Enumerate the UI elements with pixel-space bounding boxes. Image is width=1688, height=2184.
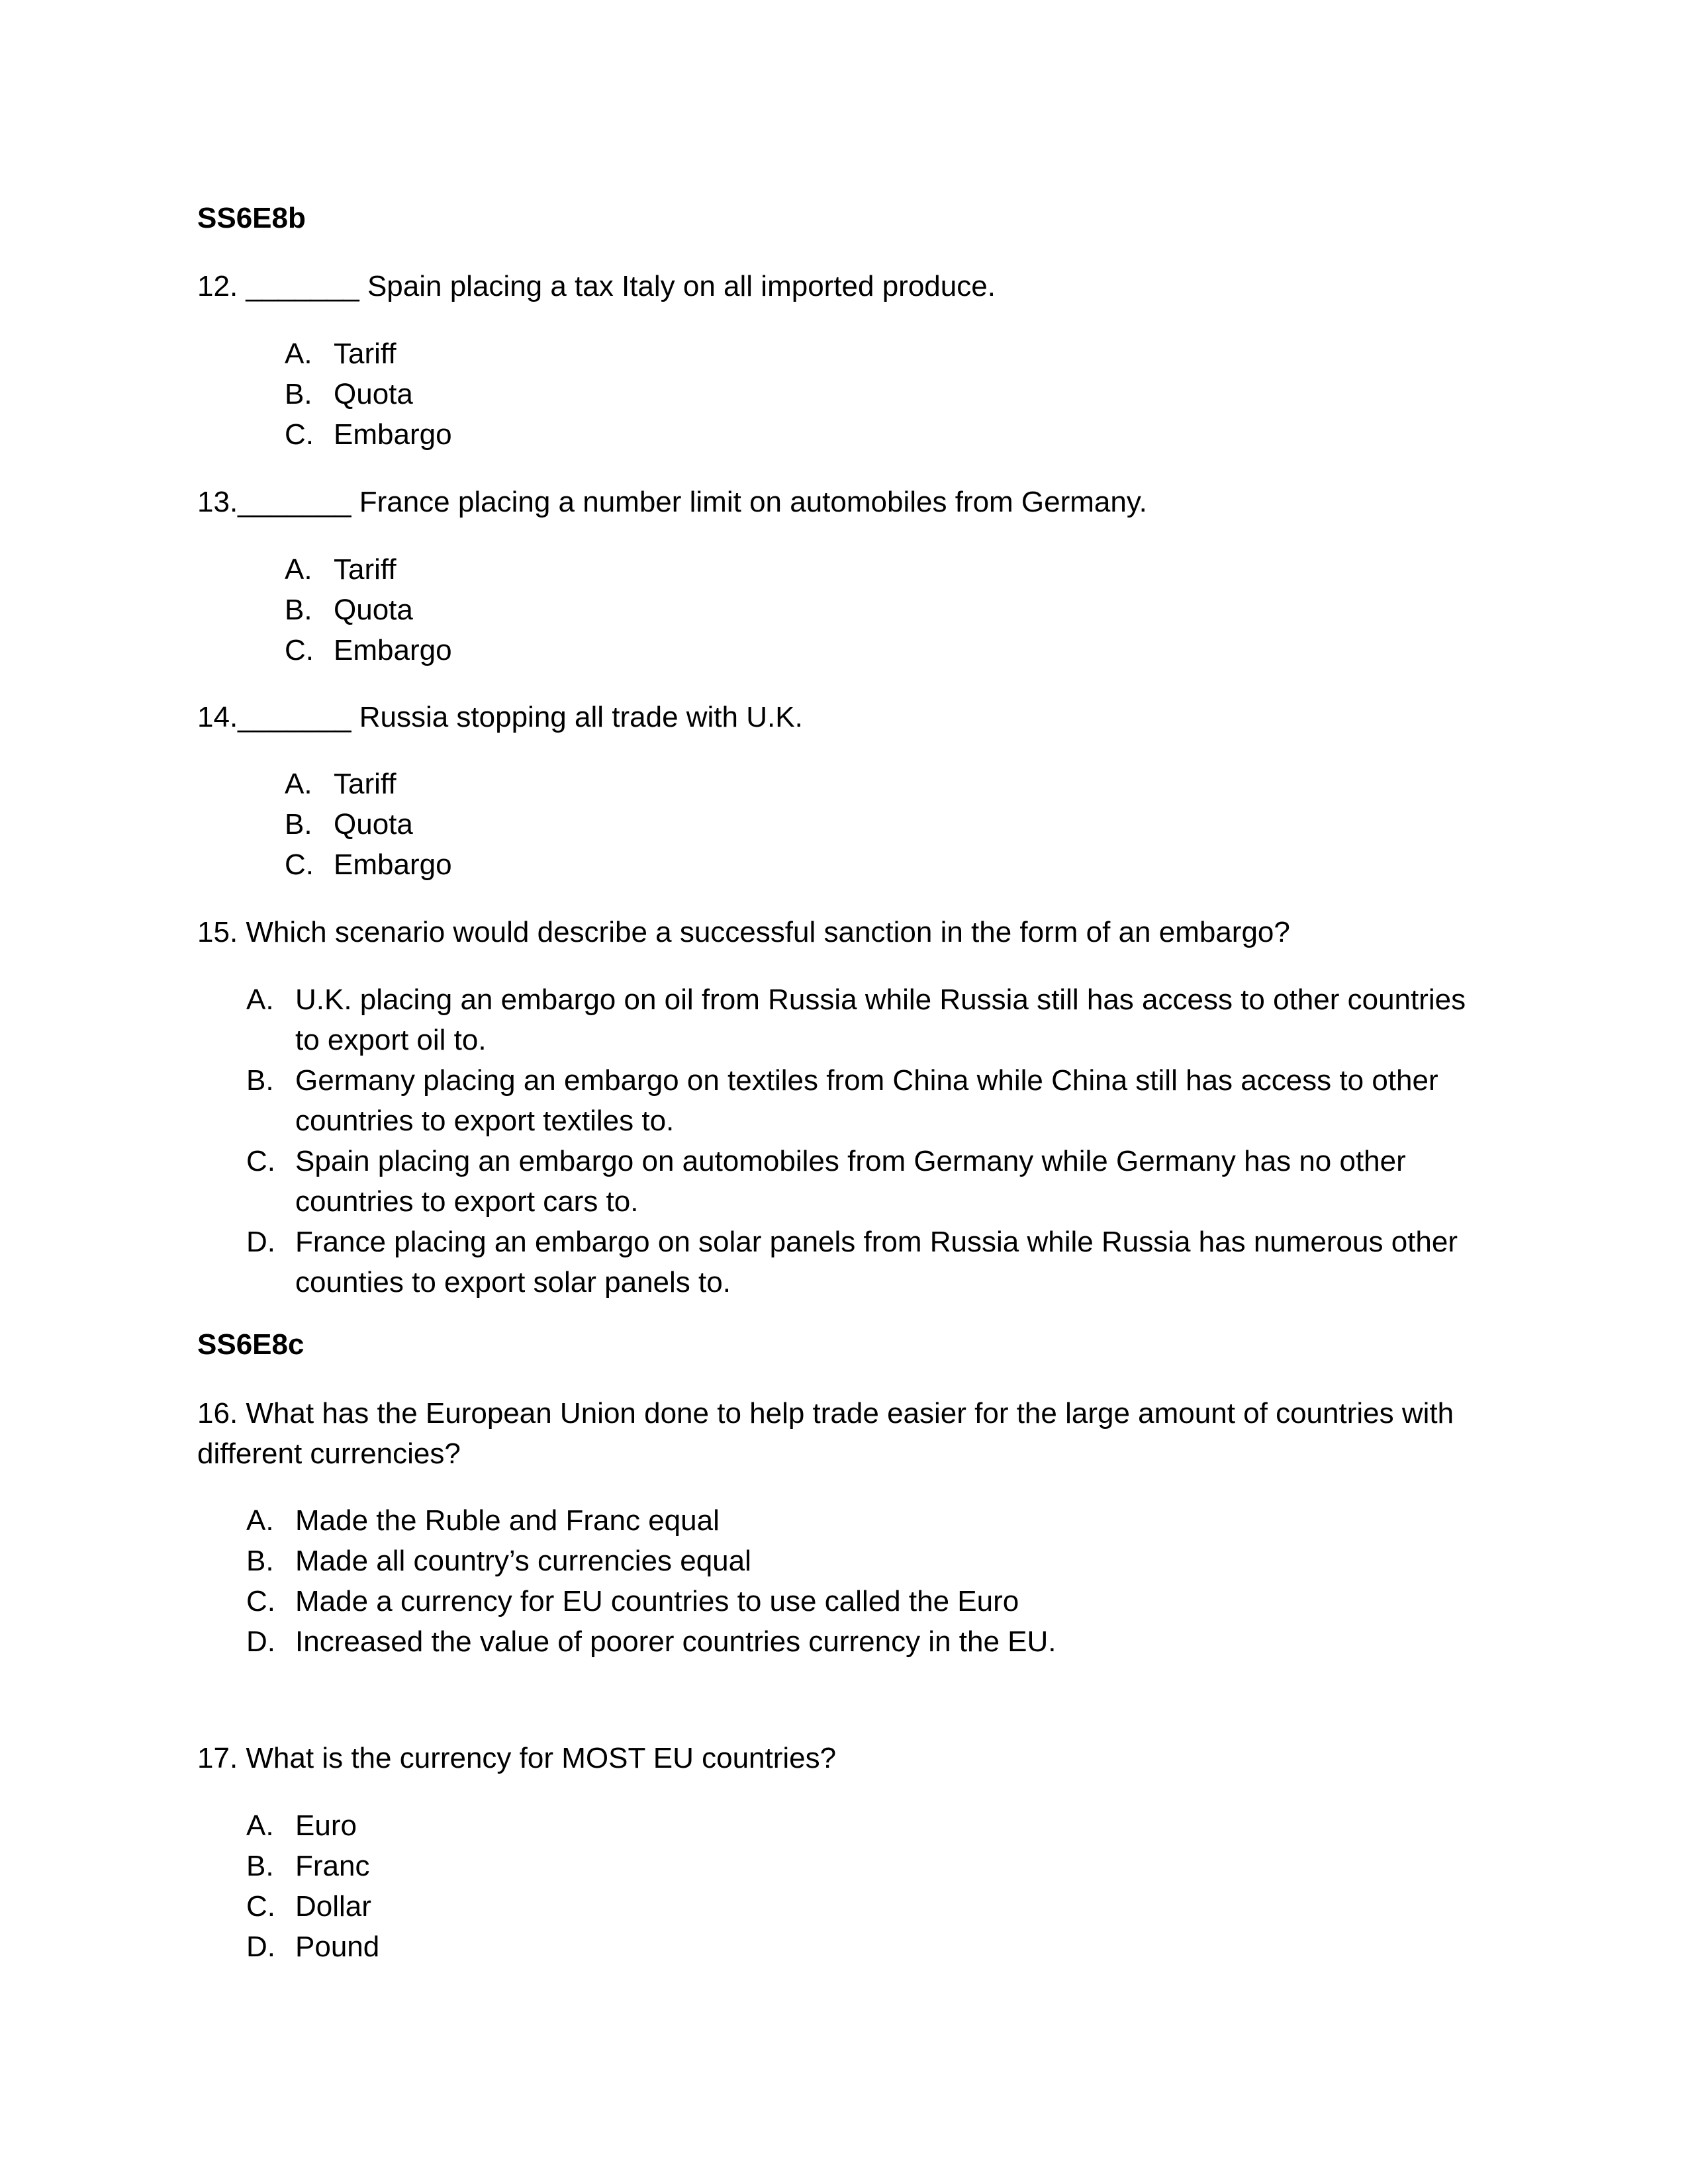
option-letter: A. xyxy=(285,553,312,586)
option-text: Franc xyxy=(295,1850,370,1882)
question-number: 14. xyxy=(197,701,238,733)
option-letter: A. xyxy=(246,1809,274,1842)
option-item xyxy=(246,1621,1491,1662)
question-12 xyxy=(197,266,1508,306)
question-text: Spain placing a tax Italy on all imported produce. xyxy=(367,270,996,302)
option-letter: B. xyxy=(285,808,312,841)
option-text: Embargo xyxy=(334,418,452,451)
question-number: 15. xyxy=(197,916,238,948)
option-letter: B. xyxy=(246,1064,274,1097)
option-text: Pound xyxy=(295,1931,380,1963)
question-number: 13. xyxy=(197,486,238,518)
options-list xyxy=(246,1500,1491,1662)
option-item xyxy=(246,1886,1491,1927)
question-text: What has the European Union done to help trade easier for the large amount of countries with different currencies? xyxy=(197,1397,1454,1470)
option-text: Increased the value of poorer countries currency in the EU. xyxy=(295,1625,1056,1658)
option-letter: A. xyxy=(246,1504,274,1537)
option-item xyxy=(285,374,452,414)
option-item xyxy=(285,414,452,455)
option-text: Quota xyxy=(334,378,413,410)
option-item xyxy=(246,1222,1491,1302)
option-item xyxy=(285,764,452,804)
option-letter: A. xyxy=(246,983,274,1016)
option-text: Dollar xyxy=(295,1890,371,1923)
answer-blank: _______ xyxy=(238,486,352,518)
option-item xyxy=(246,1060,1491,1141)
option-letter: C. xyxy=(246,1145,275,1177)
question-number: 17. xyxy=(197,1742,238,1774)
option-text: Tariff xyxy=(334,553,397,586)
option-item xyxy=(246,1805,1491,1846)
option-item xyxy=(246,979,1491,1060)
option-item xyxy=(285,590,452,630)
option-letter: C. xyxy=(246,1890,275,1923)
question-text: What is the currency for MOST EU countries? xyxy=(246,1742,837,1774)
options-list xyxy=(246,1805,1491,1967)
option-letter: A. xyxy=(285,338,312,370)
option-text: Euro xyxy=(295,1809,357,1842)
option-item xyxy=(285,844,452,885)
options-list xyxy=(285,334,452,455)
question-13 xyxy=(197,482,1508,522)
option-letter: A. xyxy=(285,768,312,800)
option-text: Embargo xyxy=(334,848,452,881)
option-letter: D. xyxy=(246,1931,275,1963)
option-item xyxy=(246,1141,1491,1222)
options-list xyxy=(246,979,1491,1302)
option-item xyxy=(246,1500,1491,1541)
option-text: Made the Ruble and Franc equal xyxy=(295,1504,720,1537)
option-item xyxy=(285,549,452,590)
option-letter: C. xyxy=(246,1585,275,1617)
question-14 xyxy=(197,697,1508,737)
option-item xyxy=(285,630,452,670)
option-letter: B. xyxy=(246,1850,274,1882)
option-letter: C. xyxy=(285,634,314,666)
option-letter: D. xyxy=(246,1625,275,1658)
option-text: Made all country’s currencies equal xyxy=(295,1545,751,1577)
answer-blank: _______ xyxy=(246,270,359,302)
question-15 xyxy=(197,912,1508,952)
question-number: 16. xyxy=(197,1397,238,1430)
option-text: Tariff xyxy=(334,338,397,370)
option-letter: B. xyxy=(285,594,312,626)
option-item xyxy=(246,1927,1491,1967)
options-list xyxy=(285,549,452,670)
option-text: France placing an embargo on solar panels from Russia while Russia has numerous other counties to export solar panels to. xyxy=(295,1226,1458,1298)
option-letter: D. xyxy=(246,1226,275,1258)
option-text: Made a currency for EU countries to use called the Euro xyxy=(295,1585,1019,1617)
options-list xyxy=(285,764,452,885)
option-letter: B. xyxy=(285,378,312,410)
section-heading: SS6E8c xyxy=(197,1328,305,1361)
option-letter: C. xyxy=(285,418,314,451)
option-item xyxy=(246,1541,1491,1581)
answer-blank: _______ xyxy=(238,701,352,733)
option-item xyxy=(285,804,452,844)
question-16 xyxy=(197,1393,1508,1474)
section-heading: SS6E8b xyxy=(197,202,306,234)
option-text: Spain placing an embargo on automobiles from Germany while Germany has no other countries to export cars to. xyxy=(295,1145,1406,1218)
question-number: 12. xyxy=(197,270,238,302)
question-text: France placing a number limit on automobiles from Germany. xyxy=(359,486,1147,518)
option-item xyxy=(285,334,452,374)
option-text: Germany placing an embargo on textiles from China while China still has access to other countries to export textiles to. xyxy=(295,1064,1438,1137)
option-item xyxy=(246,1581,1491,1621)
question-text: Russia stopping all trade with U.K. xyxy=(359,701,803,733)
option-item xyxy=(246,1846,1491,1886)
option-text: U.K. placing an embargo on oil from Russia while Russia still has access to other countries to export oil to. xyxy=(295,983,1466,1056)
option-text: Quota xyxy=(334,808,413,841)
option-text: Embargo xyxy=(334,634,452,666)
option-letter: B. xyxy=(246,1545,274,1577)
option-letter: C. xyxy=(285,848,314,881)
question-17 xyxy=(197,1738,1508,1778)
option-text: Quota xyxy=(334,594,413,626)
question-text: Which scenario would describe a successful sanction in the form of an embargo? xyxy=(246,916,1290,948)
option-text: Tariff xyxy=(334,768,397,800)
